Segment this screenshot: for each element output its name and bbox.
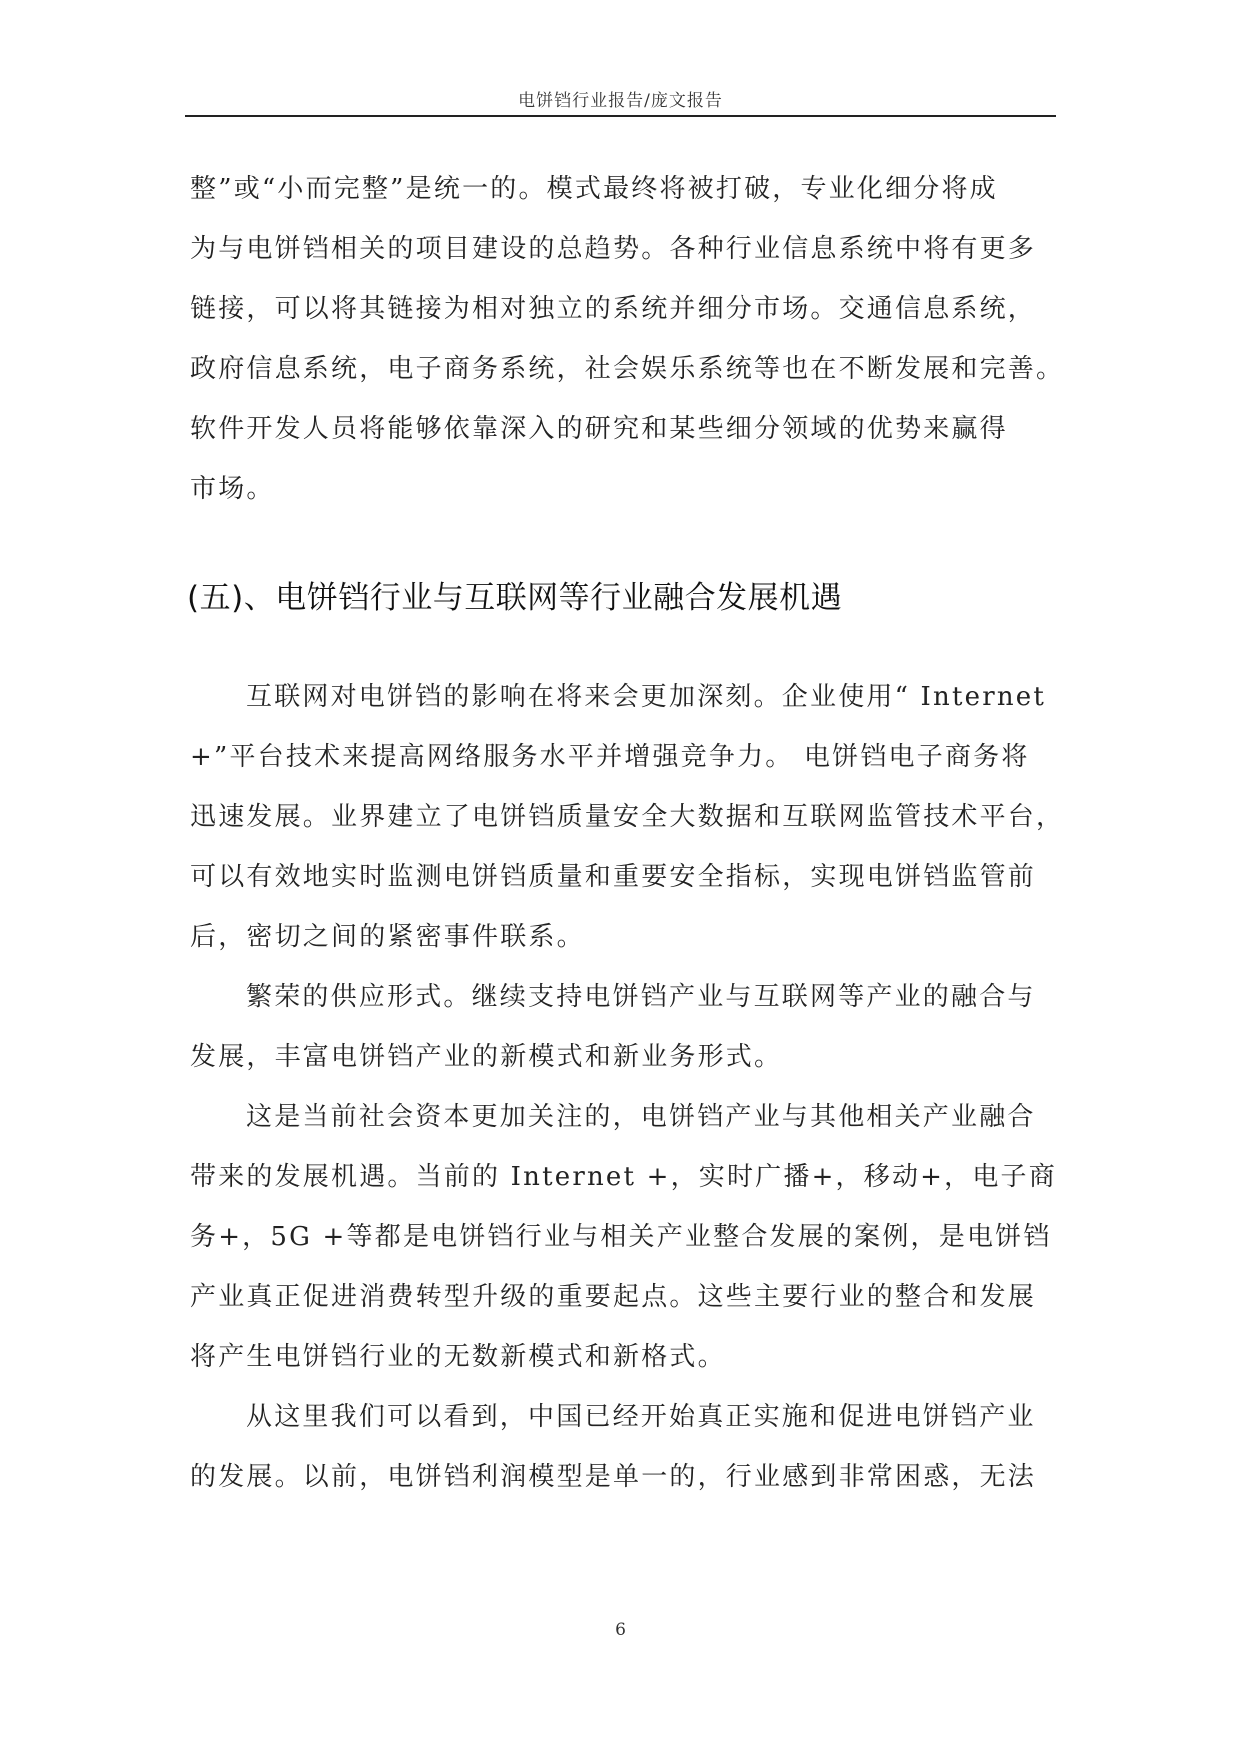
text-line: +”平台技术来提高网络服务水平并增强竞争力。 电饼铛电子商务将 xyxy=(190,742,1030,772)
text-line: 发展，丰富电饼铛产业的新模式和新业务形式。 xyxy=(190,1042,783,1072)
text-line: 市场。 xyxy=(190,474,275,504)
text-line: 带来的发展机遇。当前的 Internet +，实时广播+，移动+，电子商 xyxy=(190,1162,1057,1192)
paragraph-opportunity xyxy=(190,1087,1060,1387)
text-line: 互联网对电饼铛的影响在将来会更加深刻。企业使用“ Internet xyxy=(246,682,1047,712)
section-heading: (五)、电饼铛行业与互联网等行业融合发展机遇 xyxy=(187,580,843,616)
text-line: 链接，可以将其链接为相对独立的系统并细分市场。交通信息系统， xyxy=(190,294,1037,324)
paragraph-supply xyxy=(190,967,1060,1087)
text-line: 产业真正促进消费转型升级的重要起点。这些主要行业的整合和发展 xyxy=(190,1282,1037,1312)
page-number: 6 xyxy=(615,1620,626,1640)
paragraph-internet xyxy=(190,667,1065,967)
text-line: 繁荣的供应形式。继续支持电饼铛产业与互联网等产业的融合与 xyxy=(246,982,1036,1012)
continued-paragraph xyxy=(190,159,1065,519)
text-line: 的发展。以前，电饼铛利润模型是单一的，行业感到非常困惑，无法 xyxy=(190,1462,1037,1492)
text-line: 将产生电饼铛行业的无数新模式和新格式。 xyxy=(190,1342,726,1372)
paragraph-development xyxy=(190,1387,1060,1507)
text-line: 迅速发展。业界建立了电饼铛质量安全大数据和互联网监管技术平台， xyxy=(190,802,1065,832)
text-line: 从这里我们可以看到，中国已经开始真正实施和促进电饼铛产业 xyxy=(246,1402,1036,1432)
section-body xyxy=(190,667,1065,1507)
page-header: 电饼铛行业报告/庞文报告 xyxy=(518,91,723,111)
text-line: 后，密切之间的紧密事件联系。 xyxy=(190,922,585,952)
text-line: 可以有效地实时监测电饼铛质量和重要安全指标，实现电饼铛监管前 xyxy=(190,862,1037,892)
text-line: 务+，5G +等都是电饼铛行业与相关产业整合发展的案例，是电饼铛 xyxy=(190,1222,1052,1252)
text-line: 软件开发人员将能够依靠深入的研究和某些细分领域的优势来赢得 xyxy=(190,414,1008,444)
header-divider xyxy=(185,115,1056,117)
paragraph xyxy=(190,159,1065,519)
text-line: 这是当前社会资本更加关注的，电饼铛产业与其他相关产业融合 xyxy=(246,1102,1036,1132)
text-line: 为与电饼铛相关的项目建设的总趋势。各种行业信息系统中将有更多 xyxy=(190,234,1037,264)
text-line: 整”或“小而完整”是统一的。模式最终将被打破，专业化细分将成 xyxy=(190,174,998,204)
text-line: 政府信息系统，电子商务系统，社会娱乐系统等也在不断发展和完善。 xyxy=(190,354,1065,384)
